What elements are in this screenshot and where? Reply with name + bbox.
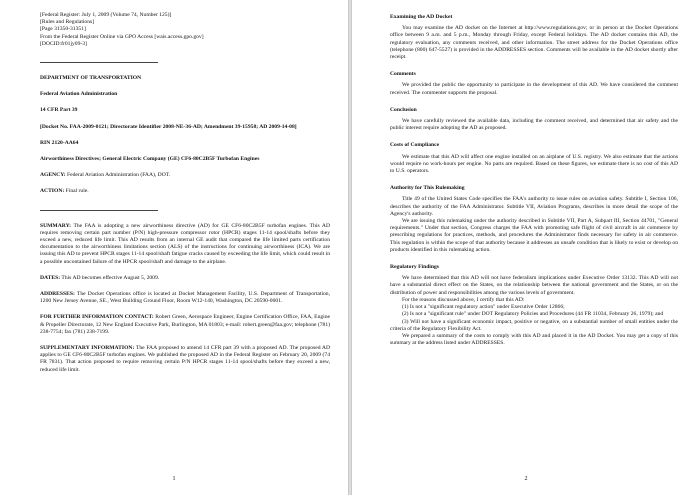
- dates-label: DATES:: [40, 274, 61, 281]
- contact-label: FOR FURTHER INFORMATION CONTACT:: [40, 314, 154, 321]
- regulatory-list-item: (2) Is not a "significant rule" under DOT Regulatory Policies and Procedures (44 FR 11034, February 26, 1979); and: [402, 311, 664, 318]
- supplementary-text: The FAA proposed to amend 14 CFR part 39 with a proposed AD. The proposed AD applies to GE CF6-80C2B5F turbofan engines. We published the proposed AD in the Federal Register on February 20, 2009 (74 FR 7831). That action proposed to require removing certain P/N HPCR stages 11-14 spool/shafts before they exceed a new, reduced life limit.: [40, 345, 330, 373]
- comments-paragraph: We provided the public the opportunity to participate in the development of this AD. We have considered the comment received. The commenter supports the proposal.: [390, 82, 678, 96]
- summary-label: SUMMARY:: [40, 222, 71, 229]
- agency-label: AGENCY:: [40, 172, 66, 179]
- authority-heading: Authority for This Rulemaking: [390, 185, 465, 192]
- dates-paragraph: [40, 275, 330, 282]
- rule-title: Airworthiness Directives; General Electric Company (GE) CF6-80C2B5F Turbofan Engines: [40, 156, 260, 163]
- regulatory-list-item: (1) Is not a "significant regulatory action" under Executive Order 12866;: [402, 304, 565, 311]
- conclusion-paragraph: We have carefully reviewed the available data, including the comment received, and determined that air safety and the public interest require adopting the AD as proposed.: [390, 118, 678, 132]
- comments-heading: Comments: [390, 71, 416, 78]
- register-header: [40, 12, 330, 48]
- agency-line: [40, 172, 330, 179]
- contact-text: Robert Green, Aerospace Engineer, Engine Certification Office, FAA, Engine & Propeller Directorate, 12 New England Executive Park, Burlington, MA 01803; e-mail: robert.green@faa.gov; telephone (781) 238-7754; fax (781) 238-7199.: [40, 314, 330, 335]
- examining-paragraph: You may examine the AD docket on the Internet at http://www.regulations.gov; or in person at the Docket Operations office between 9 a.m. and 5 p.m., Monday through Friday, except Federal holidays. The AD docket contains this AD, the regulatory evaluation, any comments received, and other information. The street address for the Docket Operations office (telephone (800) 647-5527) is provided in the ADDRESSES section. Comments will be available in the AD docket shortly after receipt.: [390, 25, 678, 61]
- addresses-text: The Docket Operations office is located at Docket Management Facility, U.S. Department of Transportation, 1200 New Jersey Avenue, SE., West Building Ground Floor, Room W12-140, Washington, DC 20590-0001.: [40, 291, 330, 305]
- agency-heading: Federal Aviation Administration: [40, 91, 118, 98]
- addresses-label: ADDRESSES:: [40, 291, 75, 298]
- header-line: [DOCID:fr01jy09-3]: [40, 40, 87, 47]
- regulatory-list-item: (3) Will not have a significant economic impact, positive or negative, on a substantial number of small entities under the criteria of the Regulatory Flexibility Act.: [390, 318, 678, 332]
- regulatory-paragraph: We have determined that this AD will not have federalism implications under Executive Order 13132. This AD will not have a substantial direct effect on the States, on the relationship between the national government and the States, or on the distribution of power and responsibilities among the various levels of government.: [390, 275, 678, 296]
- summary-text: The FAA is adopting a new airworthiness directive (AD) for GE CF6-80C2B5F turbofan engines. This AD requires removing certain part number (P/N) high-pressure compressor rotor (HPCR) stages 11-14 spool/shafts before they exceed a new, reduced life limit. This AD results from an internal GE audit that compared the life limited parts certification documentation to the airworthiness limitations section (ALS) of the instructions for continuing airworthiness (ICA). We are issuing this AD to prevent HPCR stages 11-14 spool/shaft fatigue cracks caused by exceeding the life limit, which could result in a possible uncontained failure of the HPCR spool/shaft and damage to the airplane.: [40, 222, 330, 265]
- regulatory-heading: Regulatory Findings: [390, 264, 439, 271]
- supplementary-label: SUPPLEMENTARY INFORMATION:: [40, 345, 135, 352]
- action-line: [40, 188, 330, 195]
- costs-heading: Costs of Compliance: [390, 142, 440, 149]
- contact-paragraph: [40, 314, 330, 336]
- header-line: From the Federal Register Online via GPO Access [wais.access.gpo.gov]: [40, 33, 204, 40]
- header-line: [Rules and Regulations]: [40, 19, 95, 26]
- authority-paragraph: Title 49 of the United States Code specifies the FAA's authority to issue rules on aviation safety. Subtitle I, Section 106, describes the authority of the FAA Administrator. Subtitle VII, Aviation Programs, describes in more detail the scope of the Agency's authority.: [390, 196, 678, 217]
- action-text: Final rule.: [64, 188, 89, 195]
- regulatory-paragraph: We prepared a summary of the costs to comply with this AD and placed it in the AD Docket. You may get a copy of this summary at the address listed under ADDRESSES.: [390, 332, 678, 347]
- examining-heading: Examining the AD Docket: [390, 14, 453, 20]
- conclusion-heading: Conclusion: [390, 106, 417, 113]
- addresses-paragraph: [40, 291, 330, 305]
- supplementary-paragraph: [40, 345, 330, 374]
- page-number: 1: [172, 475, 176, 482]
- header-line: [Page 31350-31351]: [40, 26, 86, 33]
- costs-paragraph: We estimate that this AD will affect one engine installed on an airplane of U.S. registry. We also estimate that the actions would require no work-hours per engine. No parts are required. Based on these figures, we estimate there is no cost of this AD to U.S. operators.: [390, 153, 678, 175]
- cfr-heading: 14 CFR Part 39: [40, 107, 78, 114]
- document-page-1: [0, 0, 348, 495]
- rin-heading: RIN 2120-AA64: [40, 139, 79, 146]
- action-label: ACTION:: [40, 188, 65, 195]
- divider: [40, 62, 158, 63]
- dates-text: This AD becomes effective August 5, 2009.: [60, 274, 160, 281]
- agency-text: Federal Aviation Administration (FAA), DOT.: [65, 172, 171, 179]
- divider: [40, 210, 158, 211]
- document-page-2: [352, 0, 700, 495]
- authority-paragraph: We are issuing this rulemaking under the authority described in Subtitle VII, Part A, Subpart III, Section 44701, "General requirements." Under that section, Congress charges the FAA with promoting safe flight of civil aircraft in air commerce by prescribing regulations for practices, methods, and procedures the Administrator finds necessary for safety in air commerce. This regulation is within the scope of that authority because it addresses an unsafe condition that is likely to exist or develop on products identified in this rulemaking action.: [390, 218, 678, 253]
- summary-paragraph: [40, 223, 330, 266]
- docket-heading: [Docket No. FAA-2009-0121; Directorate Identifier 2008-NE-36-AD; Amendment 39-15958; AD 2009-14-08]: [40, 123, 297, 130]
- regulatory-paragraph: For the reasons discussed above, I certify that this AD:: [402, 296, 525, 303]
- department-heading: DEPARTMENT OF TRANSPORTATION: [40, 75, 142, 82]
- page-number: 2: [524, 475, 528, 482]
- header-line: [Federal Register: July 1, 2009 (Volume 74, Number 125)]: [40, 12, 172, 18]
